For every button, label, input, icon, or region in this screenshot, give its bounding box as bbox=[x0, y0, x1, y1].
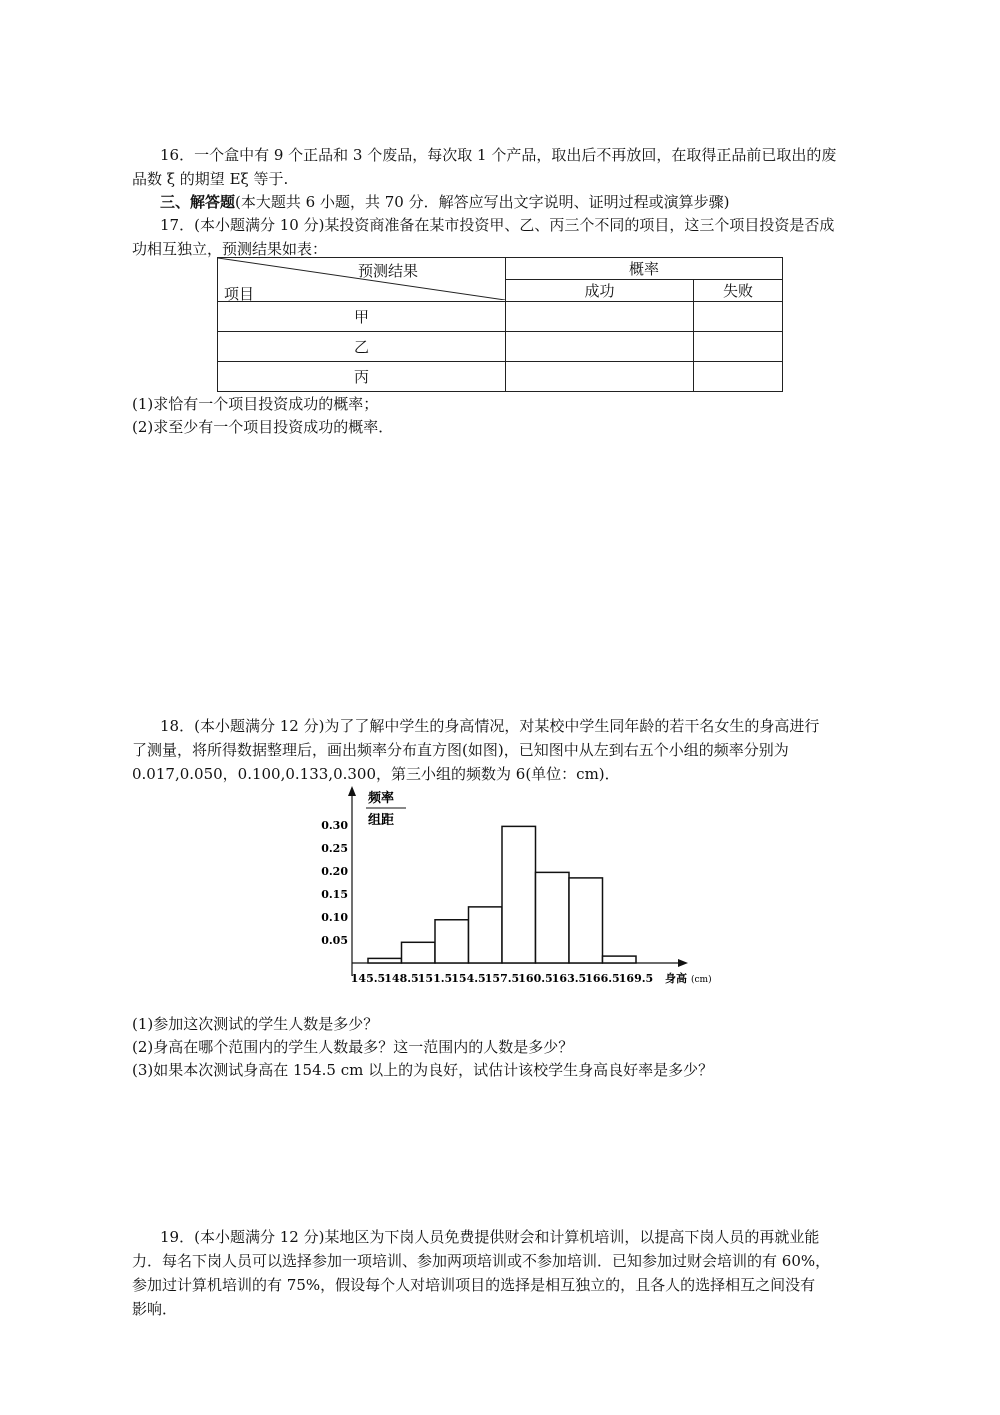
histogram-bars bbox=[368, 826, 636, 963]
x-tick-label-6: 163.5 bbox=[551, 972, 587, 985]
q19-line1 bbox=[132, 1225, 857, 1249]
prediction-table bbox=[217, 257, 783, 392]
q19-line2 bbox=[132, 1249, 857, 1273]
row-label-jia: 甲 bbox=[218, 302, 506, 332]
y-label-top: 频率 bbox=[368, 791, 395, 806]
section3-title: 三、解答题 bbox=[160, 193, 236, 211]
x-tick-label-3: 154.5 bbox=[451, 972, 486, 985]
diag-bottom-label: 项目 bbox=[224, 285, 255, 303]
cell-yi-fail bbox=[694, 332, 783, 362]
cell-yi-success bbox=[506, 332, 694, 362]
histogram-bar-7 bbox=[603, 956, 637, 963]
q17-line1 bbox=[132, 213, 857, 237]
histogram-bar-1 bbox=[402, 942, 436, 963]
x-axis-arrow bbox=[678, 959, 688, 967]
q18-line2 bbox=[132, 738, 857, 762]
histogram-bar-4 bbox=[502, 826, 536, 963]
y-ticks bbox=[321, 819, 348, 947]
y-tick-label-2: 0.15 bbox=[321, 888, 348, 901]
probability-header: 概率 bbox=[506, 258, 783, 280]
y-tick-label-3: 0.20 bbox=[321, 865, 348, 878]
q18-sub3: (3)如果本次测试身高在 154.5 cm 以上的为良好，试估计该校学生身高良好率是多少？ bbox=[132, 1061, 714, 1079]
q17-text-1: 17．(本小题满分 10 分)某投资商准备在某市投资甲、乙、丙三个不同的项目，这三个项目投资是否成 bbox=[160, 216, 835, 234]
q18-line1 bbox=[132, 714, 857, 738]
section3-heading bbox=[132, 190, 857, 214]
y-tick-label-4: 0.25 bbox=[321, 842, 348, 855]
row-label-yi: 乙 bbox=[218, 332, 506, 362]
y-tick-label-5: 0.30 bbox=[321, 819, 348, 832]
x-tick-label-5: 160.5 bbox=[518, 972, 553, 985]
histogram-bar-2 bbox=[435, 920, 469, 963]
section3-desc: (本大题共 6 小题，共 70 分．解答应写出文字说明、证明过程或演算步骤) bbox=[235, 193, 730, 211]
cell-jia-fail bbox=[694, 302, 783, 332]
y-label-bottom: 组距 bbox=[368, 813, 395, 828]
q16-text-2a: 品数 ξ 的期望 Eξ 等于 bbox=[132, 170, 284, 188]
cell-jia-success bbox=[506, 302, 694, 332]
q19-line3 bbox=[132, 1273, 857, 1297]
q16-line1 bbox=[132, 143, 857, 167]
x-label: 身高 bbox=[665, 972, 687, 985]
histogram-bar-5 bbox=[536, 872, 570, 963]
q19-line4 bbox=[132, 1297, 857, 1321]
diag-top-label: 预测结果 bbox=[358, 262, 419, 280]
x-tick-label-4: 157.5 bbox=[484, 972, 520, 985]
q19-text-1: 19．(本小题满分 12 分)某地区为下岗人员免费提供财会和计算机培训，以提高下岗人员的再就业能 bbox=[160, 1228, 820, 1246]
q19-text-3: 参加过计算机培训的有 75%，假设每个人对培训项目的选择是相互独立的，且各人的选择相互之间没有 bbox=[132, 1276, 816, 1294]
q19-text-4: 影响． bbox=[132, 1300, 178, 1318]
q17-sub2: (2)求至少有一个项目投资成功的概率． bbox=[132, 418, 394, 436]
histogram-bar-0 bbox=[368, 958, 402, 963]
x-tick-label-8: 169.5 bbox=[618, 972, 654, 985]
q17-text-2: 功相互独立，预测结果如表： bbox=[132, 240, 328, 258]
x-unit: (cm) bbox=[691, 975, 712, 985]
row-label-bing: 丙 bbox=[218, 362, 506, 392]
q18-sub2: (2)身高在哪个范围内的学生人数最多？这一范围内的人数是多少？ bbox=[132, 1038, 574, 1056]
x-tick-label-1: 148.5 bbox=[384, 972, 419, 985]
q16-text-1: 16．一个盒中有 9 个正品和 3 个废品，每次取 1 个产品，取出后不再放回，在取得正品前已取出的废 bbox=[160, 146, 837, 164]
cell-bing-fail bbox=[694, 362, 783, 392]
x-tick-label-7: 166.5 bbox=[585, 972, 620, 985]
x-tick-label-0: 145.5 bbox=[350, 972, 386, 985]
diagonal-header-cell bbox=[218, 258, 506, 302]
cell-bing-success bbox=[506, 362, 694, 392]
histogram-bar-3 bbox=[469, 907, 503, 963]
q16-text-2b: . bbox=[283, 170, 289, 188]
histogram-chart bbox=[310, 782, 730, 987]
x-tick-label-2: 151.5 bbox=[417, 972, 453, 985]
y-tick-label-1: 0.10 bbox=[321, 911, 348, 924]
q18-text-3: 0.017,0.050，0.100,0.133,0.300，第三小组的频数为 6(单位：cm)． bbox=[132, 765, 620, 783]
success-header: 成功 bbox=[506, 280, 694, 302]
q17-sub1: (1)求恰有一个项目投资成功的概率； bbox=[132, 395, 379, 413]
fail-header: 失败 bbox=[694, 280, 783, 302]
q18-sub1: (1)参加这次测试的学生人数是多少？ bbox=[132, 1015, 379, 1033]
x-ticks bbox=[351, 972, 653, 985]
q18-text-2: 了测量，将所得数据整理后，画出频率分布直方图(如图)，已知图中从左到右五个小组的频率分别为 bbox=[132, 741, 789, 759]
q19-text-2: 力．每名下岗人员可以选择参加一项培训、参加两项培训或不参加培训．已知参加过财会培训的有 60%， bbox=[132, 1252, 831, 1270]
histogram-bar-6 bbox=[569, 878, 603, 963]
q18-text-1: 18．(本小题满分 12 分)为了了解中学生的身高情况，对某校中学生同年龄的若干名女生的身高进行 bbox=[160, 717, 820, 735]
y-tick-label-0: 0.05 bbox=[321, 934, 348, 947]
y-axis-arrow bbox=[348, 786, 356, 796]
